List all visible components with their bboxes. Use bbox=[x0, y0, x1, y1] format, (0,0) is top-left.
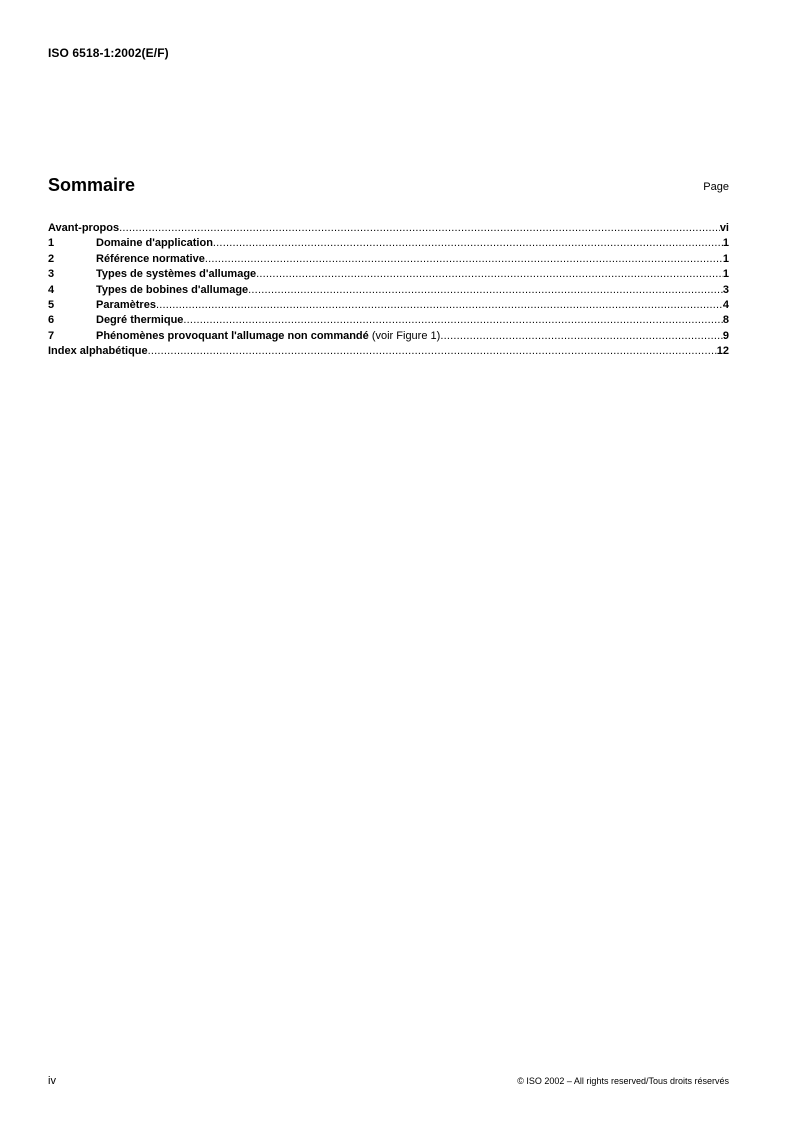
toc-entry-number: 2 bbox=[48, 252, 55, 265]
toc-entry-page: 1 bbox=[722, 237, 729, 250]
toc-dot-leader bbox=[256, 267, 723, 282]
toc-entry-number: 6 bbox=[48, 314, 55, 327]
toc-entry-note: (voir Figure 1) bbox=[368, 329, 441, 342]
toc-dot-leader bbox=[119, 221, 720, 236]
toc-entry-ignition-coil-types[interactable] bbox=[48, 283, 729, 298]
toc-entry-number: 3 bbox=[48, 268, 55, 281]
toc-entry-title: Phénomènes provoquant l'allumage non commandé (voir Figure 1) bbox=[96, 329, 441, 342]
toc-dot-leader bbox=[156, 298, 723, 313]
toc-dot-leader bbox=[148, 344, 717, 359]
toc-entry-title: Types de bobines d'allumage bbox=[96, 283, 249, 296]
toc-entry-number: 4 bbox=[48, 283, 55, 296]
toc-entry-title: Paramètres bbox=[96, 298, 156, 311]
copyright-notice: © ISO 2002 – All rights reserved/Tous droits réservés bbox=[517, 1076, 729, 1086]
toc-entry-title: Types de systèmes d'allumage bbox=[96, 268, 257, 281]
toc-dot-leader bbox=[183, 313, 722, 328]
toc-dot-leader bbox=[440, 329, 723, 344]
toc-entry-title: Index alphabétique bbox=[48, 345, 148, 358]
toc-entry-uncontrolled-ignition[interactable] bbox=[48, 329, 729, 344]
toc-entry-page: vi bbox=[719, 222, 729, 234]
toc-entry-page: 8 bbox=[722, 314, 729, 327]
toc-entry-number: 1 bbox=[48, 237, 55, 250]
toc-entry-alphabetical-index[interactable] bbox=[48, 344, 729, 359]
toc-entry-title: Avant-propos bbox=[48, 222, 120, 234]
toc-dot-leader bbox=[205, 252, 723, 267]
toc-entry-page: 4 bbox=[722, 298, 729, 311]
toc-entry-heat-rating[interactable] bbox=[48, 313, 729, 328]
page-column-label: Page bbox=[703, 181, 729, 193]
toc-entry-foreword[interactable] bbox=[48, 221, 729, 236]
toc-entry-number: 5 bbox=[48, 298, 55, 311]
toc-title: Sommaire bbox=[48, 175, 136, 195]
toc-entry-normative-reference[interactable] bbox=[48, 252, 729, 267]
toc-entry-page: 1 bbox=[722, 268, 729, 281]
toc-dot-leader bbox=[213, 236, 723, 251]
toc-entry-title: Référence normative bbox=[96, 252, 205, 265]
toc-dot-leader bbox=[248, 283, 723, 298]
document-id: ISO 6518-1:2002(E/F) bbox=[48, 46, 169, 60]
toc-entry-parameters[interactable] bbox=[48, 298, 729, 313]
toc-entry-page: 12 bbox=[716, 345, 729, 358]
toc-entry-page: 9 bbox=[722, 329, 729, 342]
toc-header bbox=[48, 175, 729, 199]
toc-entry-title: Degré thermique bbox=[96, 314, 184, 327]
toc-entry-number: 7 bbox=[48, 329, 55, 342]
toc-entry-title: Domaine d'application bbox=[96, 237, 213, 250]
table-of-contents bbox=[48, 221, 729, 360]
toc-entry-scope[interactable] bbox=[48, 236, 729, 251]
toc-entry-page: 1 bbox=[722, 252, 729, 265]
toc-entry-ignition-system-types[interactable] bbox=[48, 267, 729, 282]
page-number: iv bbox=[48, 1075, 56, 1087]
toc-entry-page: 3 bbox=[722, 283, 729, 296]
